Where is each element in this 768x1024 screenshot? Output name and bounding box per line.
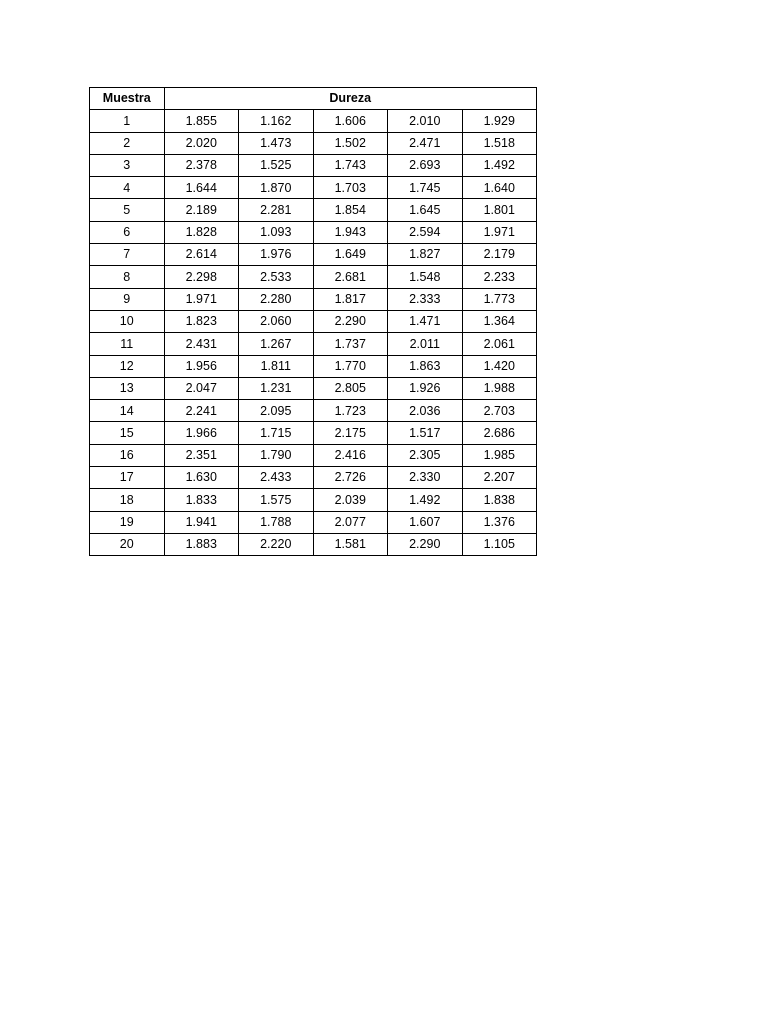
hardness-value-cell: 1.645	[388, 199, 463, 221]
hardness-value-cell: 1.855	[164, 110, 239, 132]
hardness-value-cell: 1.926	[388, 377, 463, 399]
hardness-value-cell: 2.416	[313, 444, 388, 466]
hardness-value-cell: 1.723	[313, 400, 388, 422]
hardness-value-cell: 1.649	[313, 244, 388, 266]
sample-number-cell: 6	[90, 221, 165, 243]
sample-number-cell: 13	[90, 377, 165, 399]
table-row	[90, 110, 537, 132]
sample-number-cell: 3	[90, 154, 165, 176]
hardness-value-cell: 2.077	[313, 511, 388, 533]
hardness-value-cell: 1.823	[164, 310, 239, 332]
hardness-value-cell: 1.548	[388, 266, 463, 288]
hardness-value-cell: 1.854	[313, 199, 388, 221]
hardness-value-cell: 1.838	[462, 489, 537, 511]
hardness-value-cell: 2.686	[462, 422, 537, 444]
hardness-value-cell: 1.971	[462, 221, 537, 243]
hardness-value-cell: 2.039	[313, 489, 388, 511]
table-row	[90, 199, 537, 221]
hardness-value-cell: 1.966	[164, 422, 239, 444]
hardness-value-cell: 1.105	[462, 533, 537, 555]
hardness-value-cell: 2.594	[388, 221, 463, 243]
hardness-value-cell: 1.267	[239, 333, 314, 355]
hardness-value-cell: 1.827	[388, 244, 463, 266]
hardness-value-cell: 1.640	[462, 177, 537, 199]
hardness-value-cell: 2.220	[239, 533, 314, 555]
sample-number-cell: 4	[90, 177, 165, 199]
table-row	[90, 244, 537, 266]
table-row	[90, 489, 537, 511]
table-row	[90, 132, 537, 154]
table-body	[90, 110, 537, 556]
sample-number-cell: 17	[90, 467, 165, 489]
hardness-value-cell: 1.525	[239, 154, 314, 176]
hardness-value-cell: 1.703	[313, 177, 388, 199]
hardness-value-cell: 2.241	[164, 400, 239, 422]
sample-number-cell: 5	[90, 199, 165, 221]
hardness-value-cell: 2.061	[462, 333, 537, 355]
table-row	[90, 221, 537, 243]
hardness-value-cell: 1.581	[313, 533, 388, 555]
table-row	[90, 355, 537, 377]
hardness-value-cell: 2.095	[239, 400, 314, 422]
hardness-value-cell: 1.420	[462, 355, 537, 377]
table-row	[90, 467, 537, 489]
hardness-value-cell: 1.828	[164, 221, 239, 243]
sample-number-cell: 7	[90, 244, 165, 266]
hardness-value-cell: 2.175	[313, 422, 388, 444]
table-row	[90, 288, 537, 310]
hardness-value-cell: 1.715	[239, 422, 314, 444]
hardness-value-cell: 1.606	[313, 110, 388, 132]
hardness-table	[89, 87, 537, 556]
hardness-value-cell: 2.471	[388, 132, 463, 154]
sample-number-cell: 16	[90, 444, 165, 466]
hardness-value-cell: 1.745	[388, 177, 463, 199]
sample-number-cell: 9	[90, 288, 165, 310]
hardness-value-cell: 2.614	[164, 244, 239, 266]
hardness-value-cell: 1.575	[239, 489, 314, 511]
hardness-value-cell: 2.290	[388, 533, 463, 555]
table-row	[90, 154, 537, 176]
hardness-value-cell: 2.036	[388, 400, 463, 422]
hardness-value-cell: 2.431	[164, 333, 239, 355]
sample-number-cell: 1	[90, 110, 165, 132]
sample-number-cell: 8	[90, 266, 165, 288]
hardness-value-cell: 1.770	[313, 355, 388, 377]
hardness-value-cell: 2.330	[388, 467, 463, 489]
table-row	[90, 377, 537, 399]
hardness-value-cell: 1.788	[239, 511, 314, 533]
hardness-value-cell: 1.502	[313, 132, 388, 154]
table-row	[90, 511, 537, 533]
hardness-value-cell: 1.492	[462, 154, 537, 176]
hardness-value-cell: 2.047	[164, 377, 239, 399]
hardness-value-cell: 1.492	[388, 489, 463, 511]
hardness-value-cell: 1.162	[239, 110, 314, 132]
hardness-value-cell: 1.943	[313, 221, 388, 243]
hardness-value-cell: 1.988	[462, 377, 537, 399]
hardness-value-cell: 1.364	[462, 310, 537, 332]
hardness-value-cell: 2.179	[462, 244, 537, 266]
hardness-value-cell: 2.693	[388, 154, 463, 176]
hardness-value-cell: 2.020	[164, 132, 239, 154]
hardness-value-cell: 2.333	[388, 288, 463, 310]
hardness-value-cell: 1.976	[239, 244, 314, 266]
hardness-value-cell: 1.773	[462, 288, 537, 310]
hardness-value-cell: 2.298	[164, 266, 239, 288]
hardness-value-cell: 2.351	[164, 444, 239, 466]
hardness-value-cell: 1.870	[239, 177, 314, 199]
hardness-value-cell: 1.376	[462, 511, 537, 533]
hardness-value-cell: 1.517	[388, 422, 463, 444]
hardness-value-cell: 1.473	[239, 132, 314, 154]
hardness-value-cell: 2.010	[388, 110, 463, 132]
sample-number-cell: 19	[90, 511, 165, 533]
hardness-value-cell: 1.833	[164, 489, 239, 511]
hardness-value-cell: 1.817	[313, 288, 388, 310]
table-row	[90, 333, 537, 355]
hardness-value-cell: 1.518	[462, 132, 537, 154]
hardness-value-cell: 1.811	[239, 355, 314, 377]
hardness-value-cell: 2.280	[239, 288, 314, 310]
sample-number-cell: 20	[90, 533, 165, 555]
hardness-value-cell: 2.805	[313, 377, 388, 399]
hardness-value-cell: 2.305	[388, 444, 463, 466]
hardness-value-cell: 1.929	[462, 110, 537, 132]
hardness-value-cell: 2.207	[462, 467, 537, 489]
hardness-value-cell: 1.644	[164, 177, 239, 199]
table-row	[90, 266, 537, 288]
header-row	[90, 88, 537, 110]
hardness-value-cell: 1.971	[164, 288, 239, 310]
hardness-value-cell: 1.231	[239, 377, 314, 399]
table-row	[90, 310, 537, 332]
sample-number-cell: 18	[90, 489, 165, 511]
header-sample: Muestra	[90, 88, 165, 110]
hardness-value-cell: 2.533	[239, 266, 314, 288]
hardness-value-cell: 2.433	[239, 467, 314, 489]
hardness-value-cell: 2.189	[164, 199, 239, 221]
hardness-value-cell: 2.281	[239, 199, 314, 221]
table-row	[90, 422, 537, 444]
sample-number-cell: 2	[90, 132, 165, 154]
hardness-value-cell: 1.630	[164, 467, 239, 489]
sample-number-cell: 12	[90, 355, 165, 377]
hardness-value-cell: 2.290	[313, 310, 388, 332]
hardness-value-cell: 2.011	[388, 333, 463, 355]
table-row	[90, 177, 537, 199]
hardness-value-cell: 1.956	[164, 355, 239, 377]
sample-number-cell: 15	[90, 422, 165, 444]
hardness-value-cell: 1.801	[462, 199, 537, 221]
hardness-value-cell: 2.060	[239, 310, 314, 332]
hardness-value-cell: 2.378	[164, 154, 239, 176]
sample-number-cell: 14	[90, 400, 165, 422]
hardness-value-cell: 1.737	[313, 333, 388, 355]
table-row	[90, 400, 537, 422]
hardness-value-cell: 1.985	[462, 444, 537, 466]
header-hardness: Dureza	[164, 88, 537, 110]
hardness-value-cell: 1.863	[388, 355, 463, 377]
sample-number-cell: 11	[90, 333, 165, 355]
hardness-value-cell: 1.883	[164, 533, 239, 555]
hardness-value-cell: 2.233	[462, 266, 537, 288]
hardness-value-cell: 1.471	[388, 310, 463, 332]
hardness-value-cell: 1.941	[164, 511, 239, 533]
table-row	[90, 444, 537, 466]
hardness-value-cell: 1.607	[388, 511, 463, 533]
hardness-value-cell: 2.726	[313, 467, 388, 489]
hardness-value-cell: 2.703	[462, 400, 537, 422]
hardness-value-cell: 1.743	[313, 154, 388, 176]
hardness-value-cell: 2.681	[313, 266, 388, 288]
hardness-value-cell: 1.093	[239, 221, 314, 243]
sample-number-cell: 10	[90, 310, 165, 332]
hardness-value-cell: 1.790	[239, 444, 314, 466]
table-row	[90, 533, 537, 555]
